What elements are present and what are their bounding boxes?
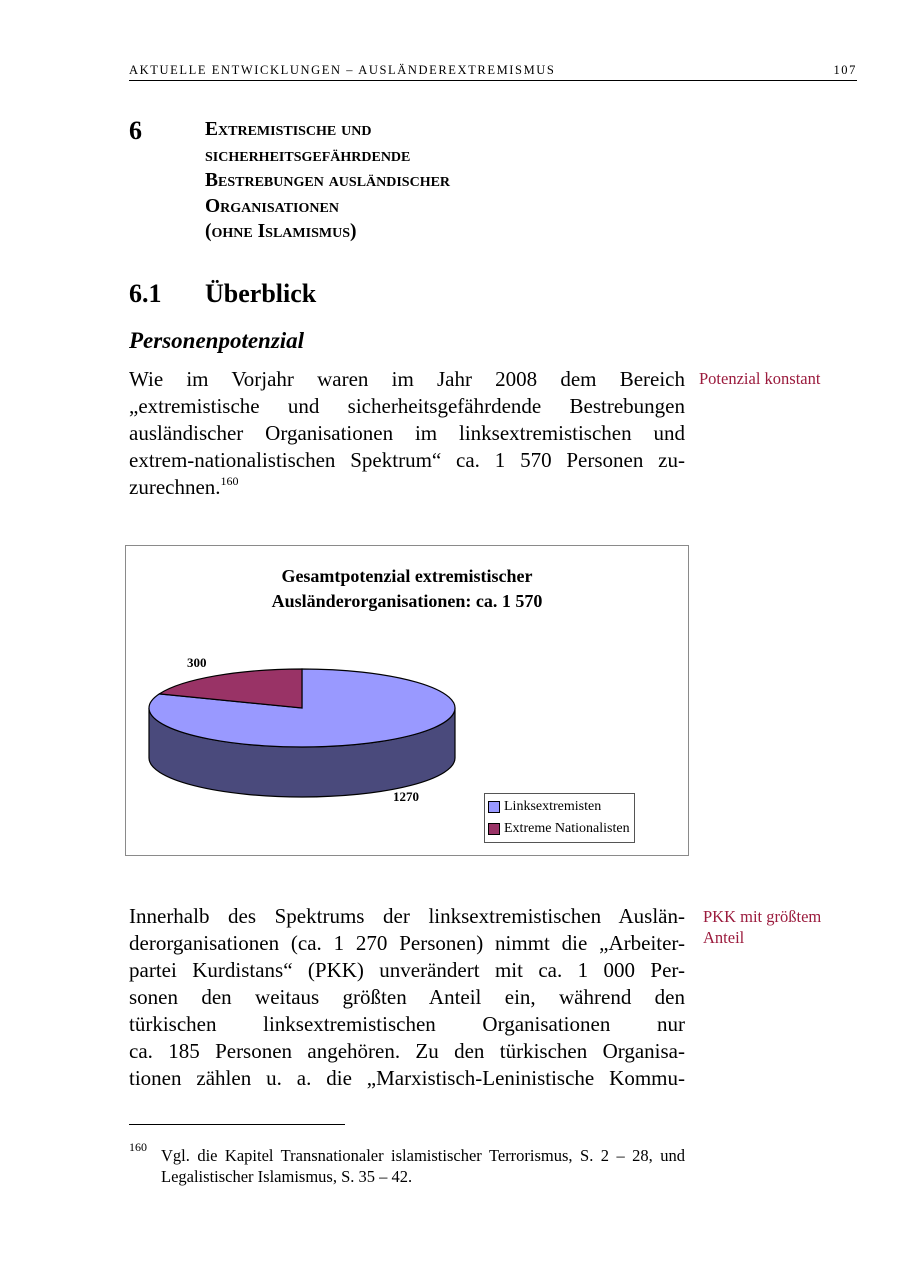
chapter-title-line: Bestrebungen ausländischer	[205, 170, 451, 191]
paragraph-2	[129, 903, 685, 1092]
paragraph-line: extrem-nationalistischen Spektrum“ ca. 1 570 Personen zu-	[129, 448, 685, 472]
chapter-title	[205, 117, 450, 245]
header-rule	[129, 80, 857, 81]
chapter-number: 6	[129, 116, 142, 145]
subheading: Personenpotenzial	[129, 328, 305, 353]
legend-label: Linksextremisten	[504, 799, 602, 814]
margin-note-pkk	[703, 906, 821, 948]
chapter-title-line: Extremistische und	[205, 119, 372, 140]
chart-title-line: Gesamtpotenzial extremistischer	[281, 566, 533, 586]
legend-label: Extreme Nationalisten	[504, 821, 630, 836]
paragraph-line: partei Kurdistans“ (PKK) unverändert mit ca. 1 000 Per-	[129, 958, 685, 982]
page-number: 107	[833, 63, 857, 77]
paragraph-line: sonen den weitaus größten Anteil ein, während den	[129, 985, 685, 1009]
chapter-title-line: Organisationen	[205, 195, 339, 217]
footnote-number: 160	[129, 1140, 147, 1154]
chapter-title-line: sicherheitsgefährdende	[205, 144, 411, 166]
paragraph-line: Wie im Vorjahr waren im Jahr 2008 dem Bereich	[129, 367, 685, 391]
paragraph-line: derorganisationen (ca. 1 270 Personen) nimmt die „Arbeiter-	[129, 931, 685, 955]
legend-item	[488, 796, 630, 818]
margin-note-line: PKK mit größtem	[703, 907, 822, 926]
paragraph-line: ausländischer Organisationen im linksextremistischen und	[129, 421, 685, 445]
section-number: 6.1	[129, 279, 162, 308]
chart-title-line: Ausländerorganisationen: ca. 1 570	[271, 591, 543, 611]
data-label-linksextremisten: 1270	[393, 789, 419, 804]
paragraph-line: Innerhalb des Spektrums der linksextremistischen Auslän-	[129, 904, 685, 928]
pie-chart-panel	[125, 545, 689, 856]
paragraph-line: zurechnen.	[129, 475, 221, 499]
paragraph-1	[129, 366, 685, 501]
paragraph-line: türkischen linksextremistischen Organisationen nur	[129, 1012, 685, 1036]
legend-swatch-linksextremisten	[488, 801, 500, 813]
footnote-rule	[129, 1124, 345, 1125]
paragraph-line: ca. 185 Personen angehören. Zu den türkischen Organisa-	[129, 1039, 685, 1063]
footnote-text: Vgl. die Kapitel Transnationaler islamistischer Terrorismus, S. 2 – 28, und Legalistischer Islamismus, S. 35 – 42.	[161, 1146, 685, 1186]
footnote-reference[interactable]: 160	[220, 474, 239, 488]
margin-note-line: Anteil	[703, 928, 745, 947]
legend-swatch-extreme-nationalisten	[488, 823, 500, 835]
running-header: AKTUELLE ENTWICKLUNGEN – AUSLÄNDEREXTREMISMUS	[129, 63, 556, 77]
paragraph-line: tionen zählen u. a. die „Marxistisch-Leninistische Kommu-	[129, 1066, 685, 1090]
chapter-title-line: (ohne Islamismus)	[205, 221, 357, 242]
section-title: Überblick	[205, 279, 317, 308]
chart-legend	[484, 793, 635, 843]
data-label-extreme-nationalisten: 300	[187, 655, 207, 670]
margin-note-potenzial: Potenzial konstant	[699, 369, 821, 388]
paragraph-last-line	[129, 474, 685, 501]
legend-item	[488, 818, 630, 840]
paragraph-line: „extremistische und sicherheitsgefährdende Bestrebungen	[129, 394, 685, 418]
